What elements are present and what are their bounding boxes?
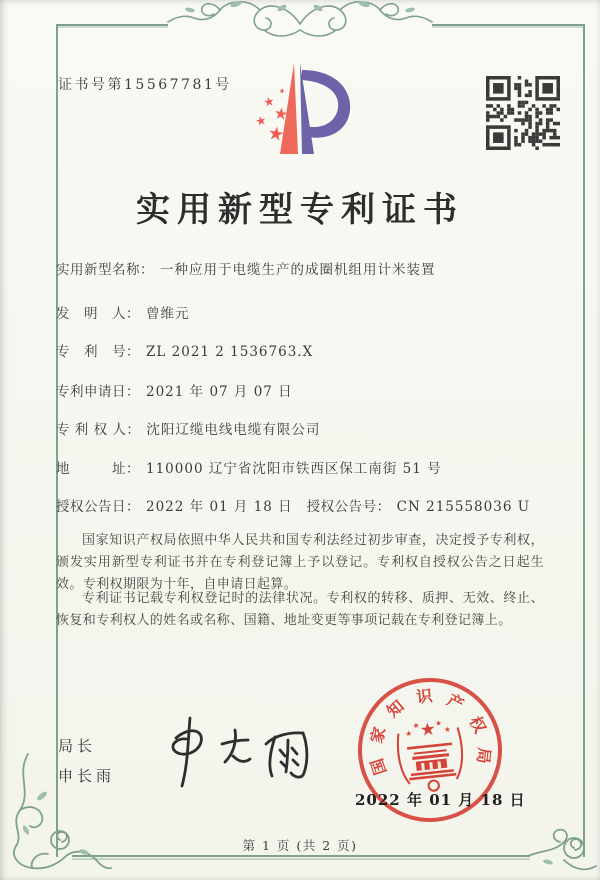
seal-char: 知: [383, 696, 408, 722]
seal-date: 2022 年 01 月 18 日: [355, 791, 526, 809]
field-row-grant: [56, 495, 548, 515]
field-row-address: [56, 457, 548, 477]
cnipa-logo-icon: [236, 58, 360, 170]
director-signature-icon: [138, 712, 328, 798]
field-value: 曾维元: [146, 306, 190, 322]
field-value: 2021 年 07 月 07 日: [146, 384, 293, 400]
page-number: 第 1 页 (共 2 页): [242, 838, 358, 853]
top-flourish-ornament-icon: [160, 0, 440, 48]
field-value: 110000 辽宁省沈阳市铁西区保工南街 51 号: [146, 461, 442, 477]
border-line-left: [56, 24, 58, 857]
grant-number-value: CN 215558036 U: [396, 499, 531, 515]
field-value: 沈阳辽缆电线电缆有限公司: [146, 422, 321, 438]
field-row-patent-number: [56, 340, 548, 360]
certificate-number: 证书号第15567781号: [58, 77, 232, 93]
border-line-bottom: [72, 855, 530, 857]
field-row-inventor: [56, 302, 548, 322]
seal-char: 局: [473, 746, 494, 765]
field-label: 发 明 人：: [56, 306, 140, 322]
director-title: 局长: [58, 737, 97, 755]
certificate-title: 实用新型专利证书: [136, 190, 464, 230]
legal-paragraph-2: 专利证书记载专利权登记时的法律状况。专利权的转移、质押、无效、终止、恢复和专利权人的姓名或名称、国籍、地址变更等事项记载在专利登记簿上。: [56, 591, 544, 628]
border-line-top-right: [432, 24, 584, 26]
border-line-right: [583, 24, 585, 857]
seal-char: 权: [465, 713, 490, 737]
field-row-filing-date: [56, 380, 548, 400]
seal-char: 识: [415, 686, 434, 707]
field-row-patentee: [56, 418, 548, 438]
director-name: 申长雨: [58, 767, 116, 785]
grant-date-label: 授权公告日：: [56, 499, 140, 515]
legal-paragraph-1: 国家知识产权局依照中华人民共和国专利法经过初步审查，决定授予专利权，颁发实用新型专利证书并在专利登记簿上予以登记。专利权自授权公告之日起生效。专利权期限为十年，自申请日起算。: [56, 533, 544, 592]
field-label: 地 址：: [56, 461, 140, 477]
field-value: 一种应用于电缆生产的成圈机组用计米装置: [160, 262, 436, 278]
border-line-top-left: [56, 24, 168, 26]
field-label: 专 利 号：: [56, 344, 140, 360]
seal-char: 产: [443, 690, 467, 715]
field-label: 专 利 权 人：: [56, 422, 141, 438]
seal-char: 国: [367, 756, 391, 778]
qr-code: [486, 76, 560, 150]
grant-number-label: 授权公告号：: [306, 499, 391, 515]
field-row-utility-name: [56, 258, 548, 278]
field-label: 实用新型名称：: [56, 262, 154, 278]
field-label: 专利申请日：: [56, 384, 140, 400]
seal-char: 家: [366, 724, 390, 746]
national-emblem-icon: [388, 710, 472, 798]
grant-date-value: 2022 年 01 月 18 日: [146, 499, 293, 515]
field-value: ZL 2021 2 1536763.X: [146, 344, 314, 360]
